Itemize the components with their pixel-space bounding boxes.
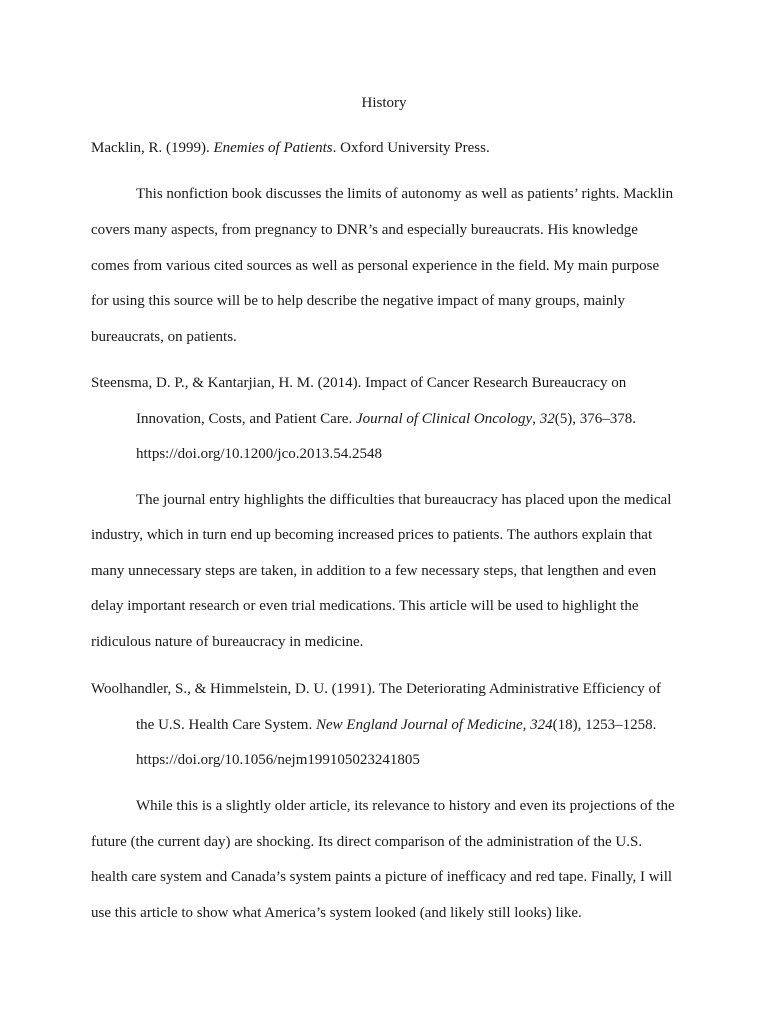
doi-link[interactable]: https://doi.org/10.1200/jco.2013.54.2548 — [136, 446, 382, 462]
annotation-line: This nonfiction book discusses the limits of autonomy as well as patients’ rights. Macklin — [136, 186, 674, 202]
annotation-line: comes from various cited sources as well as personal experience in the field. My main purpose — [91, 258, 660, 274]
annotation-line: ridiculous nature of bureaucracy in medicine. — [91, 634, 364, 650]
journal-title: Journal of Clinical Oncology — [355, 411, 533, 427]
citation-line: Macklin, R. (1999). Enemies of Patients. Oxford University Press. — [91, 140, 490, 156]
annotation-line: bureaucrats, on patients. — [91, 329, 237, 345]
annotation-line: use this article to show what America’s system looked (and likely still looks) like. — [91, 905, 582, 921]
page-title: History — [361, 95, 407, 111]
book-title: Enemies of Patients — [213, 140, 333, 156]
annotation-line: for using this source will be to help describe the negative impact of many groups, mainly — [91, 293, 626, 309]
citation-line: Steensma, D. P., & Kantarjian, H. M. (2014). Impact of Cancer Research Bureaucracy on — [91, 375, 627, 391]
annotation-line: health care system and Canada’s system paints a picture of inefficacy and red tape. Finally, I will — [91, 869, 673, 885]
annotation-line: many unnecessary steps are taken, in addition to a few necessary steps, that lengthen and even — [91, 563, 657, 579]
annotation-line: industry, which in turn end up becoming increased prices to patients. The authors explain that — [91, 527, 653, 543]
annotation-line: covers many aspects, from pregnancy to DNR’s and especially bureaucrats. His knowledge — [91, 222, 638, 238]
annotation-line: The journal entry highlights the difficulties that bureaucracy has placed upon the medical — [136, 492, 672, 508]
annotation-line: delay important research or even trial medications. This article will be used to highlight the — [91, 598, 639, 614]
annotation-line: future (the current day) are shocking. Its direct comparison of the administration of the U.S. — [91, 834, 643, 850]
citation-line: Woolhandler, S., & Himmelstein, D. U. (1991). The Deteriorating Administrative Efficiency of — [91, 681, 662, 697]
citation-line: the U.S. Health Care System. New England Journal of Medicine, 324(18), 1253–1258. — [136, 717, 657, 733]
journal-volume: 32 — [539, 411, 555, 427]
journal-title: New England Journal of Medicine, 324 — [315, 717, 553, 733]
doi-link[interactable]: https://doi.org/10.1056/nejm199105023241805 — [136, 752, 420, 768]
citation-line: Innovation, Costs, and Patient Care. Journal of Clinical Oncology, 32(5), 376–378. — [136, 411, 636, 427]
annotation-line: While this is a slightly older article, its relevance to history and even its projections of the — [136, 798, 675, 814]
